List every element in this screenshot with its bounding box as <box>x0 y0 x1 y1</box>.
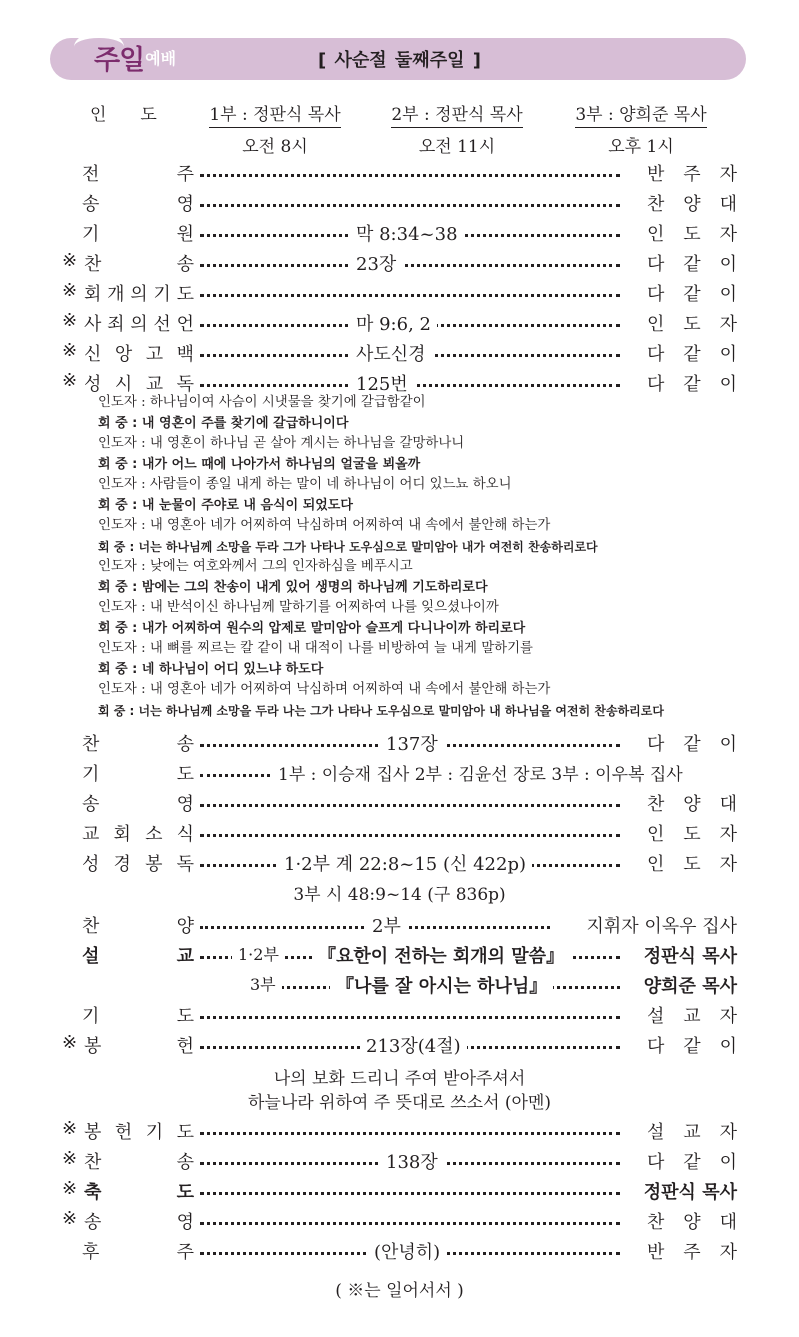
order-row-offering-prayer <box>0 1118 799 1146</box>
dot-leader <box>200 264 620 267</box>
order-right: 다 같 이 <box>647 284 737 305</box>
order-label: ※ 회 개 의 기 도 <box>62 280 194 305</box>
leader-service-name: 2부 : 정판식 목사 <box>391 100 522 128</box>
order-right: 찬 양 대 <box>647 194 737 215</box>
order-label: ※ 성 시 교 독 <box>62 370 194 395</box>
order-label: ※ 찬 송 <box>62 1148 194 1173</box>
order-label: 후 주 <box>82 1242 194 1263</box>
page-subtitle: [ 사순절 둘째주일 ] <box>318 50 481 71</box>
sermon-preacher2: 양희준 목사 <box>643 976 737 997</box>
footnote: ( ※는 일어서서 ) <box>335 1281 464 1301</box>
order-row-hymn1 <box>0 730 799 758</box>
order-row-postlude <box>0 1238 799 1266</box>
reading-leader: 인도자 : 낮에는 여호와께서 그의 인자하심을 베푸시고 <box>98 559 413 574</box>
sermon-preacher1: 정판식 목사 <box>643 946 737 967</box>
order-row <box>0 310 799 338</box>
order-label: 성 경 봉 독 <box>82 854 194 875</box>
sermon-title2: 『나를 잘 아시는 하나님』 <box>330 972 553 998</box>
order-label: 송 영 <box>82 794 194 815</box>
reading-leader: 인도자 : 내 뼈를 찌르는 칼 같이 내 대적이 나를 비방하여 늘 내게 말하기를 <box>98 641 533 656</box>
reading-leader: 인도자 : 내 영혼아 네가 어찌하여 낙심하며 어찌하여 내 속에서 불안해 하는가 <box>98 682 551 697</box>
order-label: 기 도 <box>82 764 194 785</box>
order-center: 1부 : 이승재 집사 2부 : 김윤선 장로 3부 : 이우복 집사 <box>272 760 689 785</box>
order-label: 기 도 <box>82 1006 194 1027</box>
worship-logo <box>54 32 176 82</box>
order-right: 인 도 자 <box>647 854 737 875</box>
reading-congregation: 회 중 : 내 영혼이 주를 찾기에 갈급하니이다 <box>98 415 349 431</box>
order-label: 기 원 <box>82 224 194 245</box>
order-center: 23장 <box>350 250 402 276</box>
order-label: ※ 찬 송 <box>62 250 194 275</box>
order-label: ※ 봉 헌 <box>62 1032 194 1057</box>
sermon-part2: 3부 <box>244 972 282 995</box>
leader-service-time: 오후 1시 <box>608 137 674 157</box>
reading-leader: 인도자 : 내 반석이신 하나님께 말하기를 어찌하여 나를 잊으셨나이까 <box>98 600 499 615</box>
dot-leader <box>200 1222 620 1225</box>
leader-service-time: 오전 11시 <box>418 137 496 157</box>
leader-service-1 <box>200 100 350 157</box>
order-center: 1·2부 계 22:8~15 (신 422p) <box>278 850 532 876</box>
order-right: 정판식 목사 <box>643 1182 737 1203</box>
reading-congregation: 회 중 : 내가 어찌하여 원수의 압제로 말미암아 슬프게 다니나이까 하리로다 <box>98 620 526 636</box>
order-row-news <box>0 820 799 848</box>
order-right: 인 도 자 <box>647 314 737 335</box>
order-right: 다 같 이 <box>647 734 737 755</box>
dot-leader <box>200 294 620 297</box>
order-row-hymn2 <box>0 1148 799 1176</box>
order-right: 다 같 이 <box>647 344 737 365</box>
order-right: 반 주 자 <box>647 164 737 185</box>
order-center: 막 8:34~38 <box>350 220 464 246</box>
order-row <box>0 280 799 308</box>
leader-service-2 <box>382 100 532 157</box>
order-center: (안녕히) <box>368 1238 446 1264</box>
order-row-sermon <box>0 942 799 970</box>
leader-service-3 <box>566 100 716 157</box>
order-row-prayer <box>0 760 799 788</box>
order-row-benediction <box>0 1178 799 1206</box>
order-center: 125번 <box>350 370 414 396</box>
order-center: 2부 <box>366 912 407 938</box>
offering-lyric-2: 하늘나라 위하여 주 뜻대로 쓰소서 (아멘) <box>247 1093 552 1113</box>
leader-service-time: 오전 8시 <box>242 137 308 157</box>
order-label: 찬 양 <box>82 916 194 937</box>
order-row-doxology <box>0 790 799 818</box>
order-right: 인 도 자 <box>647 224 737 245</box>
sermon-title1: 『요한이 전하는 회개의 말씀』 <box>312 942 570 968</box>
dot-leader <box>200 804 620 807</box>
order-right: 다 같 이 <box>647 374 737 395</box>
dot-leader <box>200 834 620 837</box>
dot-leader <box>200 1132 620 1135</box>
order-right: 다 같 이 <box>647 1036 737 1057</box>
order-right: 찬 양 대 <box>647 794 737 815</box>
order-row <box>0 250 799 278</box>
reading-leader: 인도자 : 내 영혼아 네가 어찌하여 낙심하며 어찌하여 내 속에서 불안해 하는가 <box>98 518 551 533</box>
logo-sub: 예배 <box>145 48 177 68</box>
order-right: 다 같 이 <box>647 254 737 275</box>
order-right: 지휘자 이옥우 집사 <box>586 916 737 937</box>
order-center: 138장 <box>380 1148 444 1174</box>
order-row-doxology2 <box>0 1208 799 1236</box>
order-label: ※ 신 앙 고 백 <box>62 340 194 365</box>
order-row-prayer2 <box>0 1002 799 1030</box>
order-row-sermon-3 <box>0 972 799 1000</box>
reading-leader: 인도자 : 하나님이여 사슴이 시냇물을 찾기에 갈급함같이 <box>98 395 426 410</box>
dot-leader <box>200 204 620 207</box>
scripture-line2: 3부 시 48:9~14 (구 836p) <box>293 885 506 905</box>
leaders-label: 인도 <box>90 105 191 125</box>
order-row-anthem <box>0 912 799 940</box>
order-row-offering <box>0 1032 799 1060</box>
reading-congregation: 회 중 : 내 눈물이 주야로 내 음식이 되었도다 <box>98 497 353 513</box>
order-right: 설 교 자 <box>647 1006 737 1027</box>
order-label: ※ 봉 헌 기 도 <box>62 1118 194 1143</box>
order-center: 마 9:6, 2 <box>350 310 437 336</box>
reading-leader: 인도자 : 내 영혼이 하나님 곧 살아 계시는 하나님을 갈망하나니 <box>98 436 465 451</box>
reading-congregation: 회 중 : 내가 어느 때에 나아가서 하나님의 얼굴을 뵈올까 <box>98 456 421 472</box>
order-center: 213장(4절) <box>360 1032 467 1058</box>
order-row <box>0 190 799 218</box>
order-right: 반 주 자 <box>647 1242 737 1263</box>
logo-main: 주일 <box>94 44 145 76</box>
order-label: 전 주 <box>82 164 194 185</box>
order-label: 찬 송 <box>82 734 194 755</box>
order-label: 송 영 <box>82 194 194 215</box>
dot-leader <box>200 774 270 777</box>
reading-leader: 인도자 : 사람들이 종일 내게 하는 말이 네 하나님이 어디 있느뇨 하오니 <box>98 477 512 492</box>
order-right: 설 교 자 <box>647 1122 737 1143</box>
dot-leader <box>200 1192 620 1195</box>
order-center: 사도신경 <box>350 340 432 366</box>
reading-congregation: 회 중 : 밤에는 그의 찬송이 내게 있어 생명의 하나님께 기도하리로다 <box>98 579 488 595</box>
reading-congregation: 회 중 : 네 하나님이 어디 있느냐 하도다 <box>98 661 324 677</box>
reading-congregation: 회 중 : 너는 하나님께 소망을 두라 그가 나타나 도우심으로 말미암아 내가 여전히 찬송하리로다 <box>98 539 598 554</box>
order-right: 다 같 이 <box>647 1152 737 1173</box>
order-label: 교 회 소 식 <box>82 824 194 845</box>
leader-service-name: 1부 : 정판식 목사 <box>209 100 340 128</box>
dot-leader <box>200 174 620 177</box>
sermon-part1: 1·2부 <box>232 942 285 965</box>
order-label: ※ 사 죄 의 선 언 <box>62 310 194 335</box>
order-row <box>0 160 799 188</box>
leader-service-name: 3부 : 양희준 목사 <box>575 100 706 128</box>
order-right: 찬 양 대 <box>647 1212 737 1233</box>
order-label: ※ 축 도 <box>62 1178 194 1203</box>
order-label: ※ 송 영 <box>62 1208 194 1233</box>
offering-lyric-1: 나의 보화 드리니 주여 받아주셔서 <box>273 1069 526 1089</box>
responsive-reading <box>98 393 758 721</box>
order-row <box>0 340 799 368</box>
reading-congregation: 회 중 : 너는 하나님께 소망을 두라 나는 그가 나타나 도우심으로 말미암아 내 하나님을 여전히 찬송하리로다 <box>98 703 664 718</box>
order-right: 인 도 자 <box>647 824 737 845</box>
order-label: 설 교 <box>82 946 194 967</box>
order-center: 137장 <box>380 730 444 756</box>
order-row-scripture <box>0 850 799 878</box>
order-row <box>0 220 799 248</box>
dot-leader <box>200 1016 620 1019</box>
